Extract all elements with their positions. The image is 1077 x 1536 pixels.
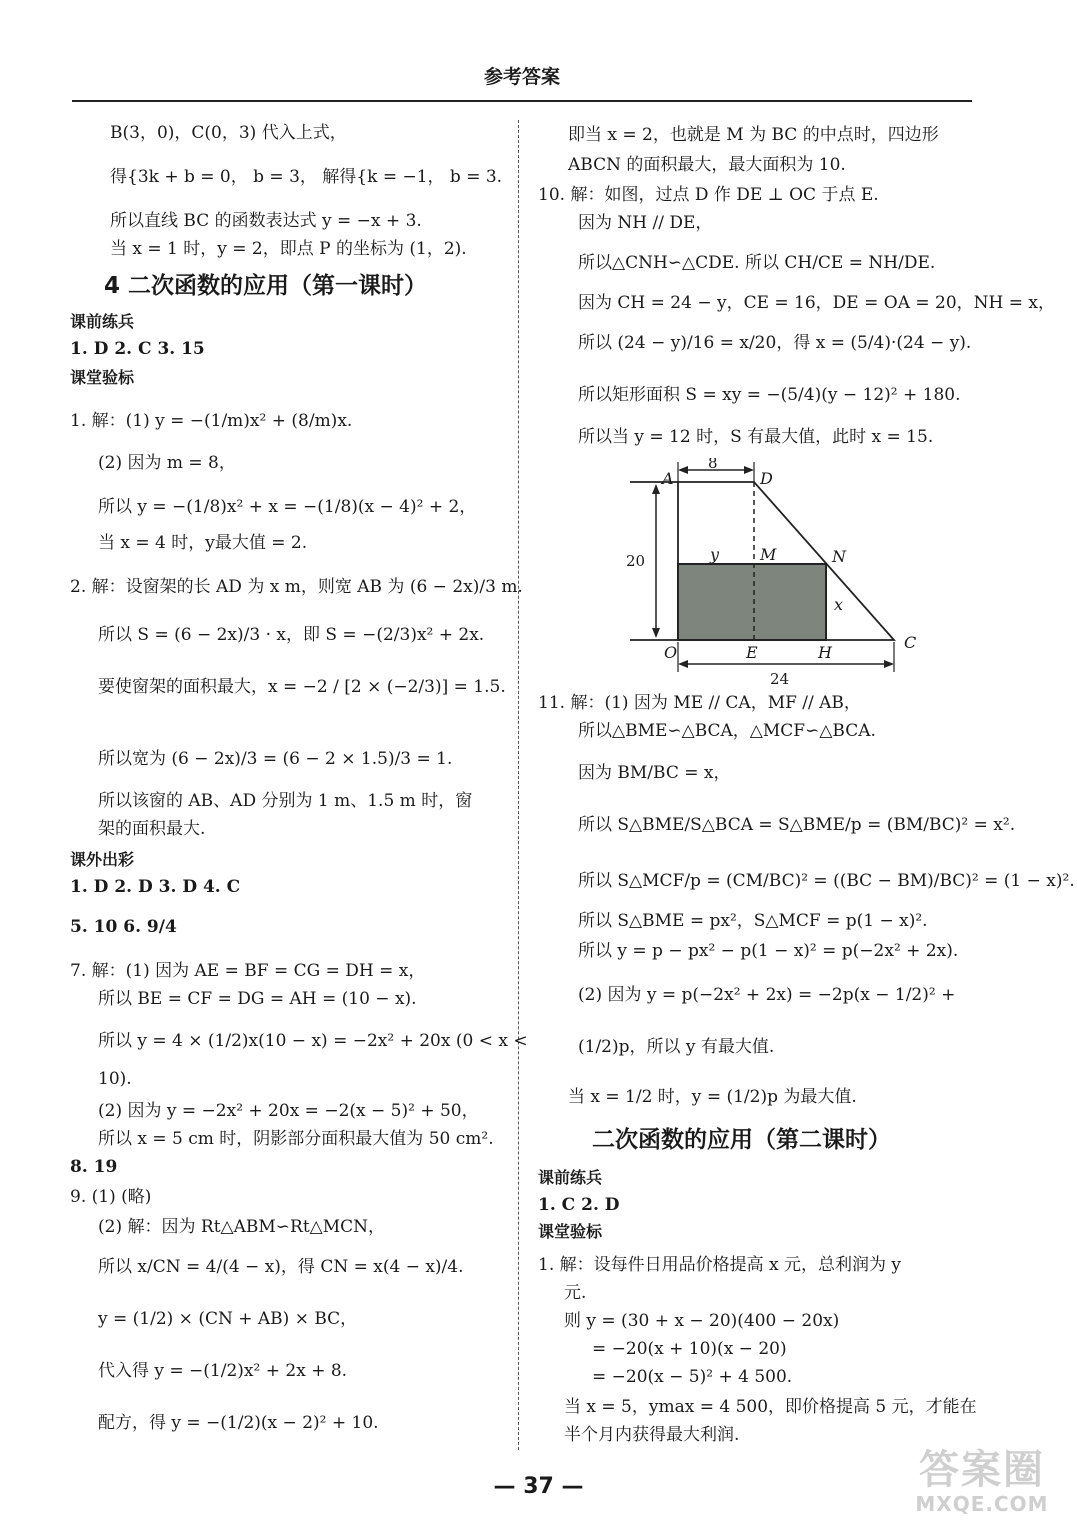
text-line: 因为 CH = 24 − y，CE = 16，DE = OA = 20，NH = x， (578, 293, 1056, 313)
text-line: 所以 BE = CF = DG = AH = (10 − x). (98, 989, 417, 1009)
label-x: x (834, 595, 844, 614)
text-line: 所以△BME∽△BCA，△MCF∽△BCA. (578, 721, 876, 741)
text-line: 元. (564, 1283, 587, 1303)
text-line: 11. 解：(1) 因为 ME // CA，MF // AB， (538, 693, 861, 713)
text-line: 当 x = 1 时，y = 2，即点 P 的坐标为 (1，2). (110, 239, 467, 259)
label-N: N (832, 547, 846, 566)
watermark-text: 答案圈 (919, 1447, 1045, 1493)
text-line: 因为 NH // DE， (578, 213, 713, 233)
text-line: 所以 y = p − px² − p(1 − x)² = p(−2x² + 2x). (578, 941, 959, 961)
text-line: 所以 S = (6 − 2x)/3 · x，即 S = −(2/3)x² + 2x. (98, 625, 485, 645)
text-line: y = (1/2) × (CN + AB) × BC， (98, 1309, 358, 1329)
label-C: C (904, 633, 917, 652)
answer-line: 1. D 2. C 3. 15 (70, 339, 205, 359)
answer-line: 1. C 2. D (538, 1195, 620, 1215)
text-line: 得{3k + b = 0， b = 3， 解得{k = −1， b = 3. (110, 167, 503, 187)
text-line: B(3，0)，C(0，3) 代入上式， (110, 123, 347, 143)
text-line: 则 y = (30 + x − 20)(400 − 20x) (564, 1311, 840, 1331)
page-header-title: 参考答案 (483, 66, 560, 88)
text-line: 1. 解：(1) y = −(1/m)x² + (8/m)x. (70, 411, 353, 431)
text-line: (2) 解：因为 Rt△ABM∽Rt△MCN， (98, 1217, 386, 1237)
text-line: ABCN 的面积最大，最大面积为 10. (568, 155, 846, 175)
text-line: 所以该窗的 AB、AD 分别为 1 m、1.5 m 时，窗 (98, 791, 473, 811)
text-line: 所以矩形面积 S = xy = −(5/4)(y − 12)² + 180. (578, 385, 961, 405)
text-line: 7. 解：(1) 因为 AE = BF = CG = DH = x， (70, 961, 426, 981)
text-line: 所以当 y = 12 时，S 有最大值，此时 x = 15. (578, 427, 934, 447)
text-line: 10. 解：如图，过点 D 作 DE ⊥ OC 于点 E. (538, 185, 879, 205)
text-line: 所以 S△BME = px²，S△MCF = p(1 − x)². (578, 911, 928, 931)
page-header (72, 62, 972, 102)
section-title: 4 二次函数的应用（第一课时） (104, 273, 428, 299)
geometry-figure (620, 458, 920, 690)
section-title: 二次函数的应用（第二课时） (592, 1127, 891, 1153)
text-line: (2) 因为 y = p(−2x² + 2x) = −2p(x − 1/2)² + (578, 985, 956, 1005)
text-line: = −20(x + 10)(x − 20) (592, 1339, 787, 1359)
text-line: 配方，得 y = −(1/2)(x − 2)² + 10. (98, 1413, 379, 1433)
label-E: E (746, 643, 758, 662)
subsection-heading: 课前练兵 (538, 1168, 603, 1187)
watermark (902, 1448, 1062, 1524)
dimension-label-top: 8 (708, 458, 718, 472)
subsection-heading: 课堂验标 (70, 368, 135, 387)
subsection-heading: 课堂验标 (538, 1222, 603, 1241)
shaded-rectangle (678, 564, 826, 640)
label-H: H (818, 643, 832, 662)
subsection-heading: 课前练兵 (70, 312, 135, 331)
text-line: 所以 y = 4 × (1/2)x(10 − x) = −2x² + 20x (0 < x < (98, 1031, 528, 1051)
text-line: 当 x = 4 时，y最大值 = 2. (98, 533, 308, 553)
text-line: 所以 y = −(1/8)x² + x = −(1/8)(x − 4)² + 2， (98, 497, 477, 517)
text-line: 即当 x = 2，也就是 M 为 BC 的中点时，四边形 (568, 125, 939, 145)
label-D: D (760, 469, 773, 488)
text-line: 9. (1) (略) (70, 1187, 152, 1207)
label-A: A (662, 469, 674, 488)
text-line: 所以 S△BME/S△BCA = S△BME/p = (BM/BC)² = x². (578, 815, 1016, 835)
answer-line: 1. D 2. D 3. D 4. C (70, 877, 241, 897)
text-line: 所以宽为 (6 − 2x)/3 = (6 − 2 × 1.5)/3 = 1. (98, 749, 453, 769)
text-line: 所以 x/CN = 4/(4 − x)，得 CN = x(4 − x)/4. (98, 1257, 464, 1277)
text-line: 要使窗架的面积最大，x = −2 / [2 × (−2/3)] = 1.5. (98, 677, 506, 697)
column-divider (518, 120, 519, 1450)
answer-line: 8. 19 (70, 1157, 118, 1177)
answer-line: 5. 10 6. 9/4 (70, 917, 177, 937)
text-line: = −20(x − 5)² + 4 500. (592, 1367, 793, 1387)
text-line: 1. 解：设每件日用品价格提高 x 元，总利润为 y (538, 1255, 902, 1275)
text-line: 代入得 y = −(1/2)x² + 2x + 8. (98, 1361, 348, 1381)
text-line: 所以 (24 − y)/16 = x/20，得 x = (5/4)·(24 − y). (578, 333, 972, 353)
dimension-label-bottom: 24 (770, 670, 790, 688)
text-line: 所以 S△MCF/p = (CM/BC)² = ((BC − BM)/BC)² = (1 − x)². (578, 871, 1075, 891)
label-y: y (710, 545, 720, 564)
text-line: (2) 因为 y = −2x² + 20x = −2(x − 5)² + 50， (98, 1101, 479, 1121)
text-line: (2) 因为 m = 8， (98, 453, 236, 473)
text-line: 当 x = 1/2 时，y = (1/2)p 为最大值. (568, 1087, 857, 1107)
label-M: M (760, 545, 777, 564)
text-line: 所以直线 BC 的函数表达式 y = −x + 3. (110, 211, 422, 231)
text-line: 所以 x = 5 cm 时，阴影部分面积最大值为 50 cm². (98, 1129, 494, 1149)
text-line: 因为 BM/BC = x， (578, 763, 731, 783)
text-line: 2. 解：设窗架的长 AD 为 x m，则宽 AB 为 (6 − 2x)/3 m. (70, 577, 523, 597)
text-line: 半个月内获得最大利润. (564, 1425, 740, 1445)
text-line: 架的面积最大. (98, 819, 206, 839)
text-line: (1/2)p，所以 y 有最大值. (578, 1037, 775, 1057)
text-line: 10). (98, 1069, 132, 1089)
text-line: 当 x = 5，ymax = 4 500，即价格提高 5 元，才能在 (564, 1397, 977, 1417)
watermark-url: MXQE.COM (915, 1492, 1049, 1516)
text-line: 所以△CNH∽△CDE. 所以 CH/CE = NH/DE. (578, 253, 936, 273)
subsection-heading: 课外出彩 (70, 850, 135, 869)
dimension-label-left: 20 (626, 552, 646, 570)
label-O: O (664, 643, 678, 662)
page-number: — 37 — (493, 1474, 584, 1499)
